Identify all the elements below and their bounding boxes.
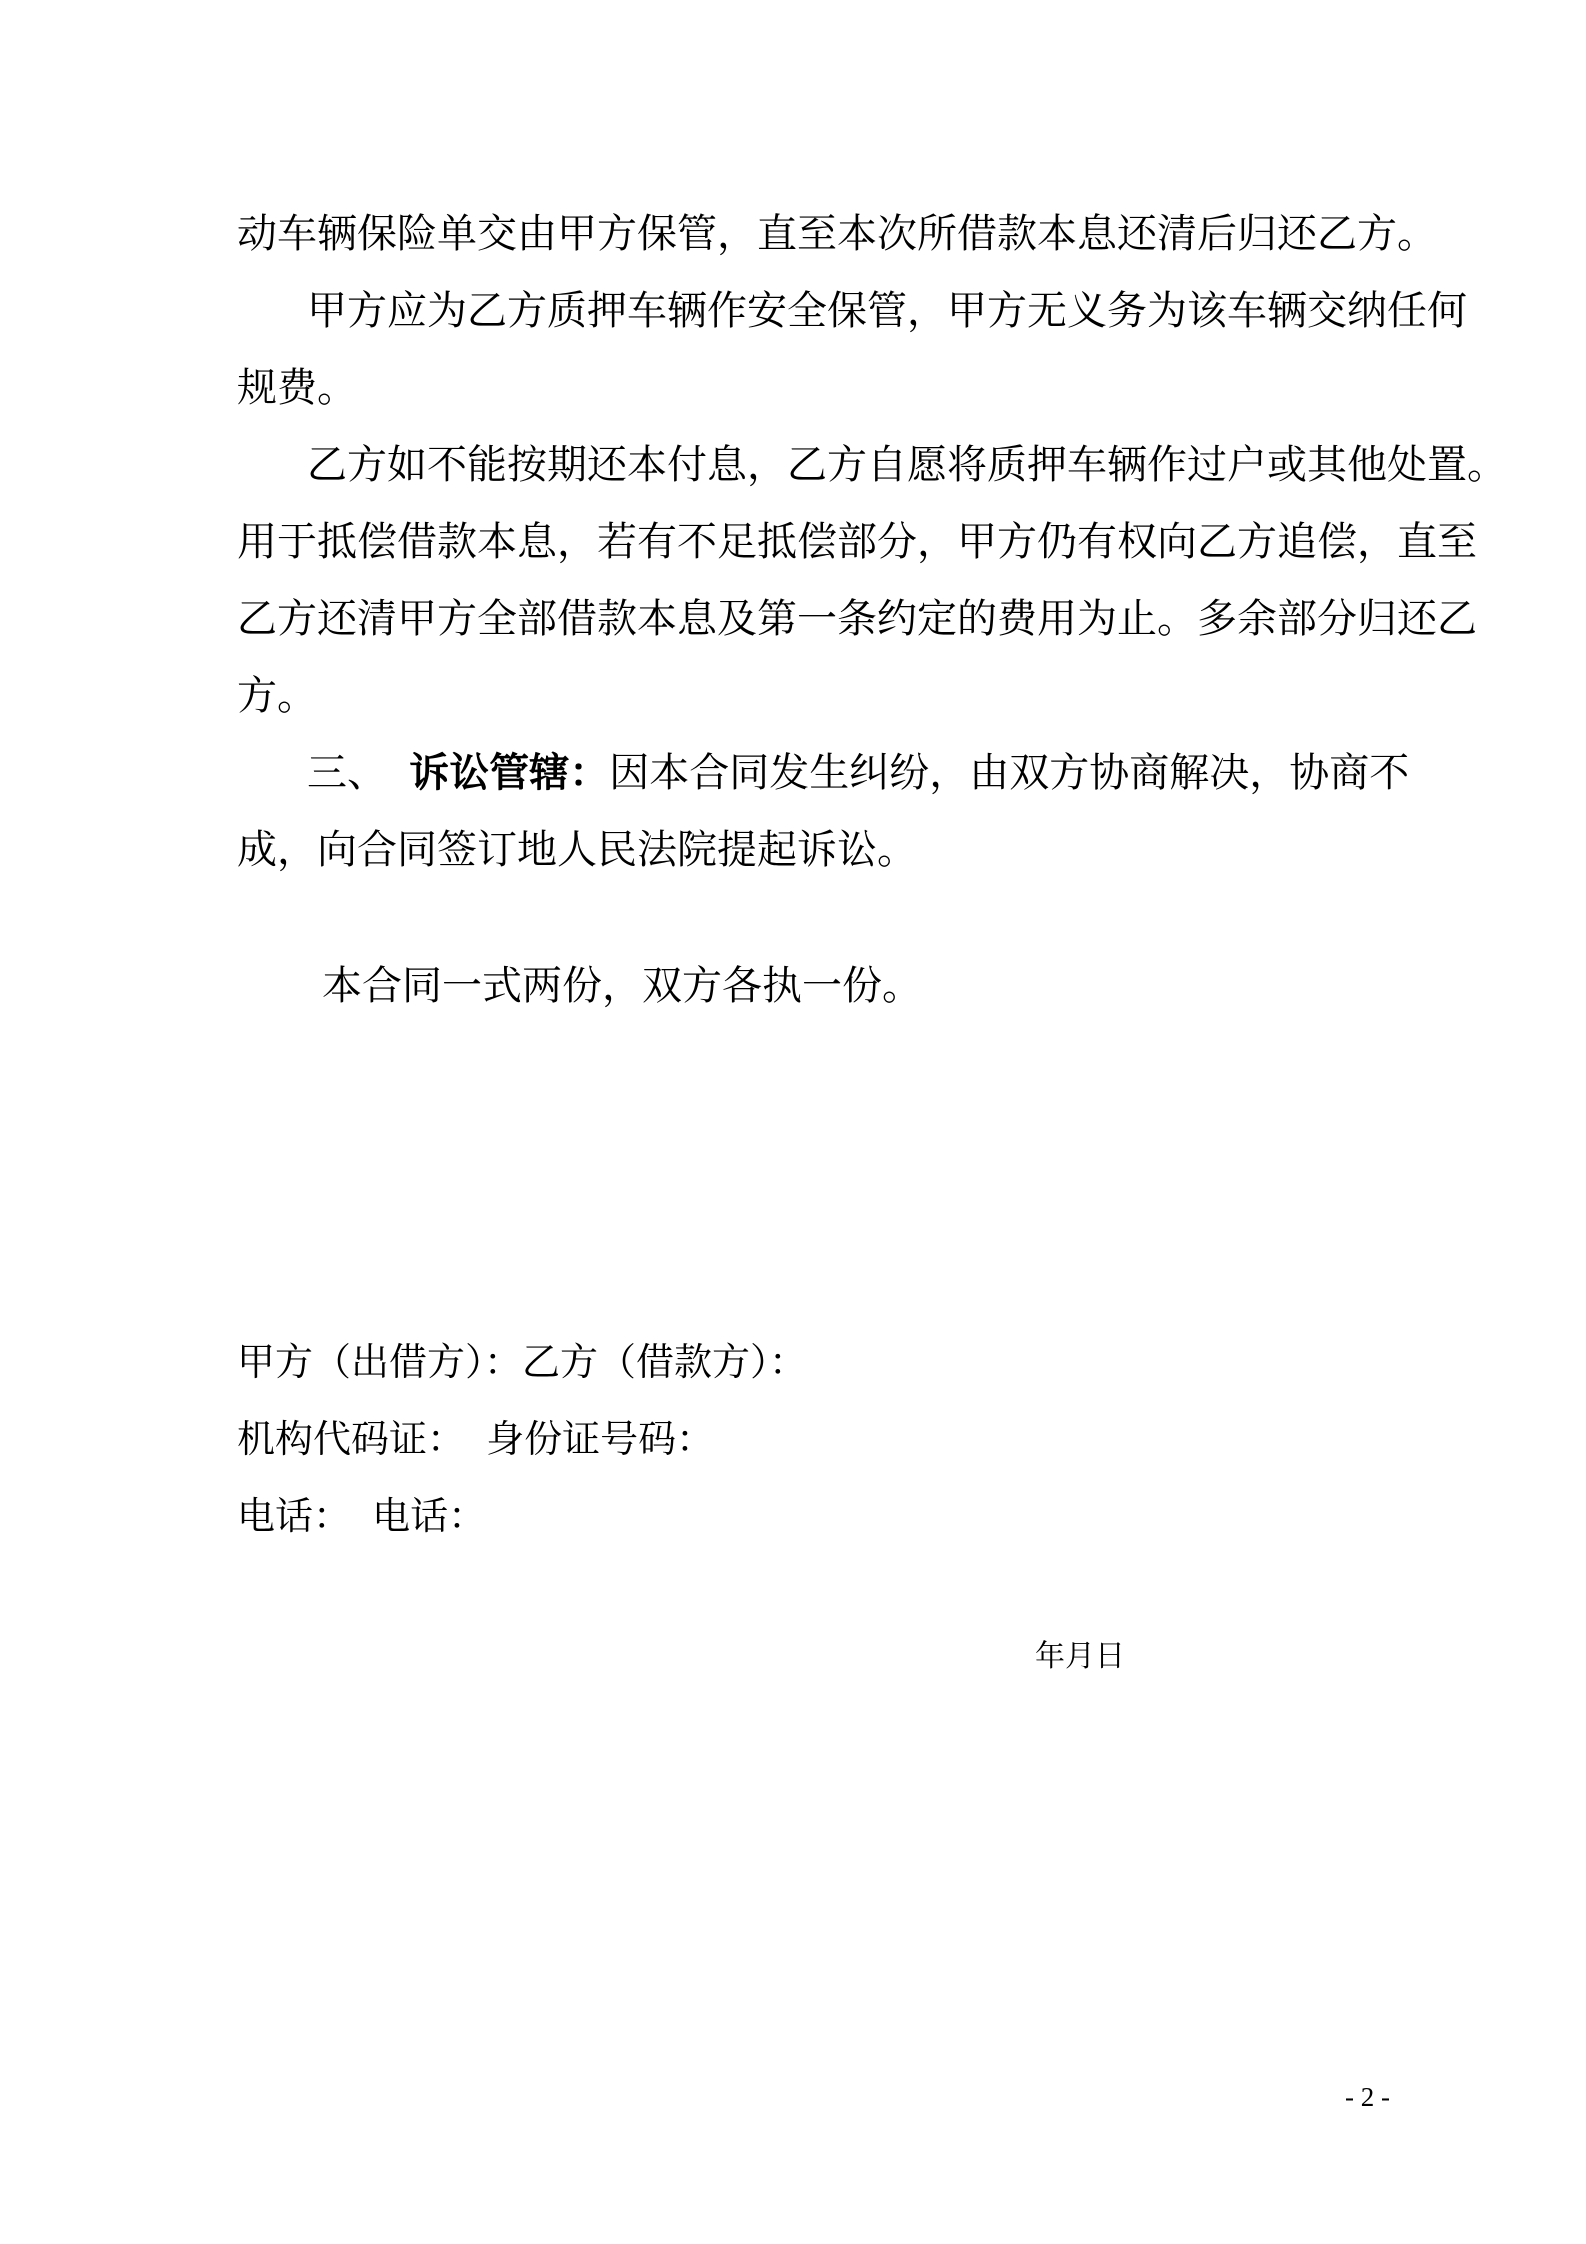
body-text-run: 乙方如不能按期还本付息，乙方自愿将质押车辆作过户或其他处置。	[307, 443, 1507, 487]
body-line	[237, 427, 1507, 504]
contract-body-text	[237, 196, 1507, 889]
page-number: - 2 -	[1345, 2082, 1390, 2112]
body-text-run: 乙方还清甲方全部借款本息及第一条约定的费用为止。多余部分归还乙	[237, 597, 1477, 641]
body-line	[237, 350, 1477, 427]
body-line	[237, 504, 1477, 581]
body-text-run: 方。	[237, 674, 317, 718]
body-text-run: 成，向合同签订地人民法院提起诉讼。	[237, 828, 917, 872]
body-line	[237, 658, 1477, 735]
body-text-run: 用于抵偿借款本息，若有不足抵偿部分，甲方仍有权向乙方追偿，直至	[237, 520, 1477, 564]
date-line: 年月日	[1035, 1640, 1125, 1673]
body-line	[237, 196, 1477, 273]
signature-line: 电话： 电话：	[237, 1496, 487, 1538]
body-line	[237, 735, 1477, 812]
signature-line: 机构代码证： 身份证号码：	[237, 1419, 715, 1461]
copies-clause-line: 本合同一式两份，双方各执一份。	[322, 964, 922, 1008]
body-line	[237, 273, 1477, 350]
body-text-run: 因本合同发生纠纷，由双方协商解决，协商不	[609, 751, 1410, 795]
signature-line: 甲方（出借方）：乙方（借款方）：	[237, 1342, 808, 1384]
signature-block	[237, 1325, 807, 1556]
body-text-run: 甲方应为乙方质押车辆作安全保管，甲方无义务为该车辆交纳任何	[307, 289, 1467, 333]
body-text-run: 动车辆保险单交由甲方保管，直至本次所借款本息还清后归还乙方。	[237, 212, 1437, 256]
body-line	[237, 812, 1477, 889]
body-text-run: 规费。	[237, 366, 357, 410]
body-text-run: 三、	[307, 751, 410, 795]
clause-heading: 诉讼管辖：	[409, 751, 610, 795]
body-line	[237, 581, 1477, 658]
copies-clause-block	[322, 948, 922, 1025]
